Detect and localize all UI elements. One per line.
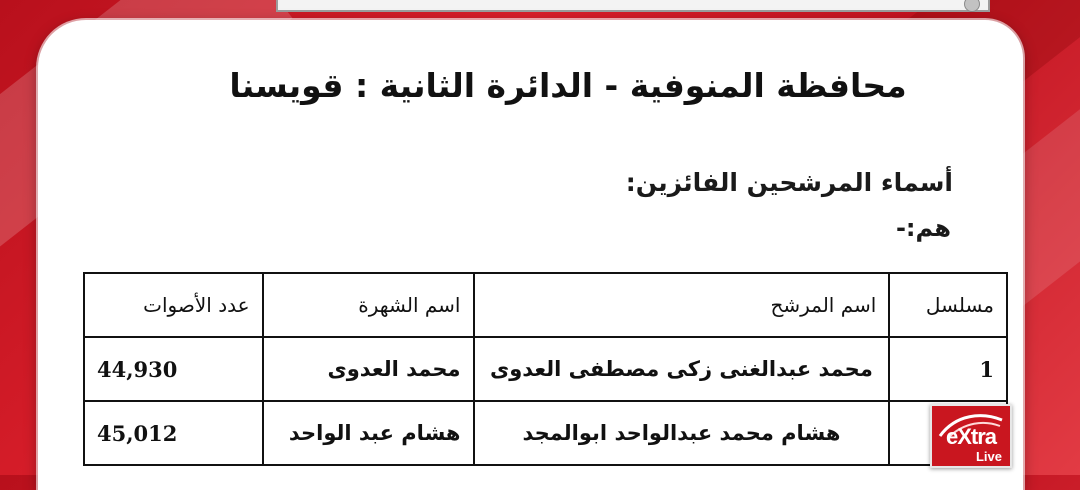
- row-serial: 1: [889, 337, 1007, 401]
- header-votes: عدد الأصوات: [84, 273, 263, 337]
- row-known-name: محمد العدوى: [263, 337, 474, 401]
- logo-text: eXtra: [945, 424, 997, 449]
- row-votes: 45,012: [84, 401, 263, 465]
- header-serial: مسلسل: [889, 273, 1007, 337]
- seal-icon: [964, 0, 980, 12]
- table-header-row: [84, 273, 1007, 337]
- top-document-strip: [276, 0, 990, 12]
- channel-logo: [930, 404, 1012, 468]
- table-row: [84, 337, 1007, 401]
- table-row: [84, 401, 1007, 465]
- document-title: محافظة المنوفية - الدائرة الثانية : قويسنا: [229, 66, 907, 105]
- logo-sub: Live: [975, 449, 1002, 464]
- document-sheet: [38, 20, 1023, 490]
- they-label: هم:-: [895, 214, 951, 242]
- results-table: [83, 272, 1008, 466]
- header-known-name: اسم الشهرة: [263, 273, 474, 337]
- row-candidate-name: هشام محمد عبدالواحد ابوالمجد: [474, 401, 890, 465]
- row-votes: 44,930: [84, 337, 263, 401]
- header-candidate-name: اسم المرشح: [474, 273, 890, 337]
- winners-label: أسماء المرشحين الفائزين:: [625, 168, 953, 197]
- row-known-name: هشام عبد الواحد: [263, 401, 474, 465]
- row-candidate-name: محمد عبدالغنى زكى مصطفى العدوى: [474, 337, 890, 401]
